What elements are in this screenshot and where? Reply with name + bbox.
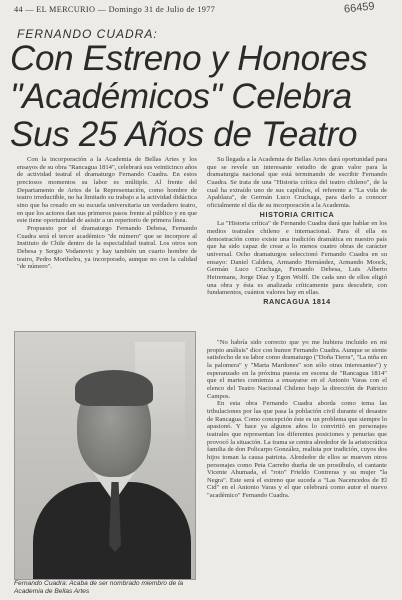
column-right-top [207,156,387,307]
photo-caption: Fernando Cuadra: Acaba de ser nombrado miembro de la Academia de Bellas Artes [14,580,184,595]
paragraph: La "Historia crítica" de Fernando Cuadra dará que hablar en los medios teatrales chileno e internacional. Para él ella es demostración como existe una tradición dramática en nuestro país que ha sido capaz de crear a lo menos cuatro obras de carácter universal. Ocho dramaturgos seleccionó Fernando Cuadra en su ensayo: Daniel Caldera, Armando Hernández, Armando Moock, Germán Luco Cruchaga, Fernando Debesa, Luis Alberto Heiremans, Jorge Díaz y Egon Wolff. De cada uno de ellos eligió una obra y ésta es analizada críticamente para descubrir, con fundamentos, cuántos valores hay en ellas. [207,220,387,297]
column-left [17,156,197,271]
paragraph: En esta obra Fernando Cuadra aborda como tema las tribulaciones por las que pasa la población civil durante el desastre de Rancagua. Como concepción éste es un problema que siempre lo apasionó. Y hace ya algunos años lo convirtió en personajes teatrales que representan los diferentes posiciones y penurias que provocó la situación. La trama se centra alrededor de la aristocrática familia de don Policarpo González, realista por tradición, cuyos dos hijos toman la causa patriota. Alrededor de ellos se mueven otros personajes como Peta Carreño dueña de un prostíbulo, el cantante Vicente Ahumada, el "roto" Frieldo Contreras y su mujer "la Negra". Este será el estreno que suceda a "Las Nacencedos de El Cid" en el Antonio Varas y el que celebrará como autor el nuevo "académico" Fernando Cuadra. [207,400,387,500]
paragraph: Propuesto por el dramaturgo Fernando Debesa, Fernando Cuadra será el tercer académico "de número" que se incorpore al Instituto de Chile dentro de la especialidad teatral. Los otros son Debesa y Sergio Vodanovic y hay también un cuarto hombre de teatro, Pedro Morthelru, ya incorporado, aunque no con la calidad "de número". [17,224,197,271]
paragraph: Con la incorporación a la Academia de Bellas Artes y los ensayos de su obra "Rancagua 1814", celebrará sus veinticinco años de actividad teatral el dramaturgo Fernando Cuadra. En estos preciosos momentos su labor es múltiple. Al frente del Departamento de Artes de la Representación, como hombre de teatro irreductible, no ha limitado su trabajo a la actividad didáctica sino que ha creado en su escuela universitaria un verdadero teatro, en que los actores dan sus primeros pasos frente al público y en que este tiene oportunidad de asistir a un repertorio de primera línea. [17,156,197,225]
subheading-historia-critica: HISTORIA CRITICA [259,209,335,219]
paragraph: Su llegada a la Academia de Bellas Artes dará oportunidad para que se revele un interesante estudio de gran valor para la dramaturgia nacional que está terminando de escribir Fernando Cuadra. Se trata de una "Historia crítica del teatro chileno", de la cual ha extraído uno de sus capítulos, el referente a "La vida de Apablaza", de Germán Luco Cruchaga, para darlo a conocer oficialmente el día de su incorporación a la Academia. [207,156,387,209]
subheading-rancagua-1814: RANCAGUA 1814 [263,296,331,306]
article-kicker: FERNANDO CUADRA: [17,27,158,41]
paragraph: "No habría sido correcto que yo me hubiera incluido en mi propio análisis" dice con humor Fernando Cuadra. Aunque se siente satisfecho de su labor como dramaturgo ("Doña Tierra", "La niña en la palomera" y "Marta Mardones" son sólo otras interesantes") y esperanzado en la próxima puesta en escena de "Rancagua 1814" que el martes comienza a ensayarse en el Antonio Varas con el elenco del Teatro Nacional Chileno bajo la dirección de Patricio Campos. [207,339,387,400]
page-header: 44 — EL MERCURIO — Domingo 31 de Julio de 1977 [14,5,216,14]
photo-hair [75,370,153,406]
handwritten-catalog-number: 66459 [343,0,376,16]
article-headline: Con Estreno y Honores "Académicos" Celebra Sus 25 Años de Teatro [10,39,368,154]
column-right-bottom [207,339,387,500]
portrait-photo [14,331,196,580]
